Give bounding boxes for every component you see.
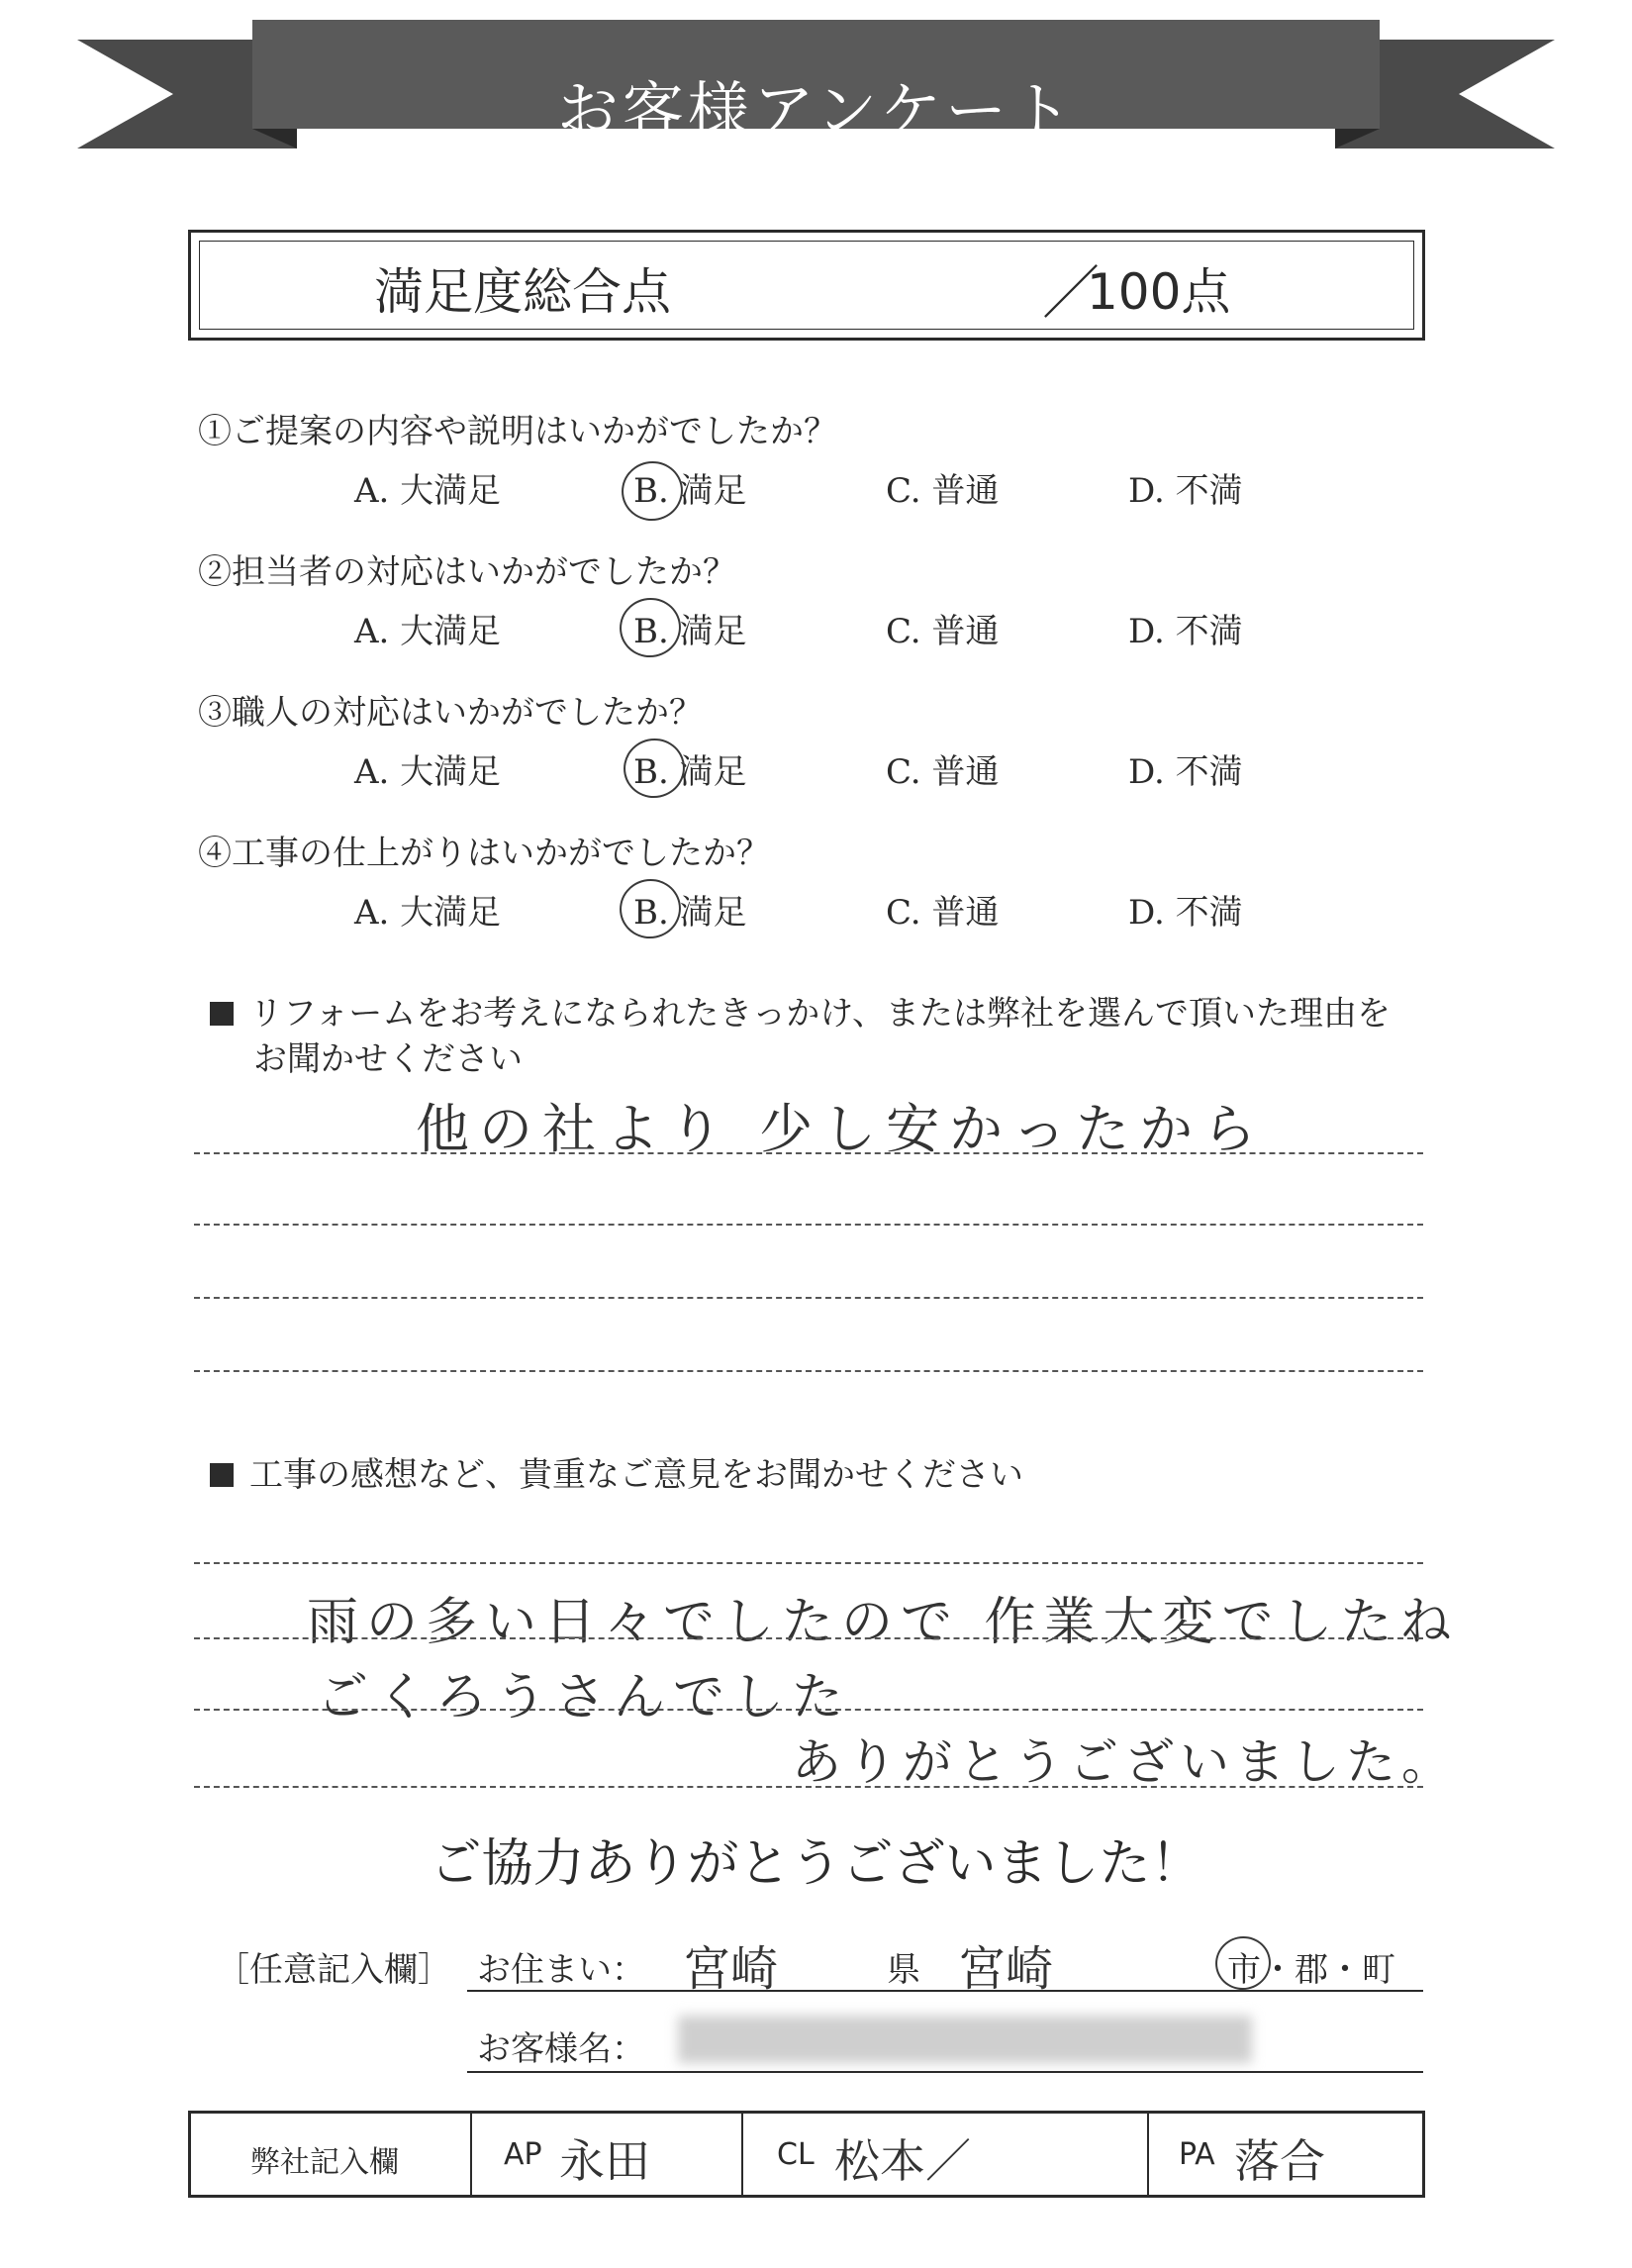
address-city[interactable]: 宮崎 (958, 1941, 1054, 1997)
section-2-header: 工事の感想など、貴重なご意見をお聞かせください (249, 1455, 1023, 1495)
q2-option-a[interactable]: A. 大満足 (354, 612, 502, 651)
q4-option-a[interactable]: A. 大満足 (354, 893, 502, 933)
thanks-message: ご協力ありがとうございました！ (430, 1834, 1202, 1894)
question-1: ①ご提案の内容や説明はいかがでしたか？ (198, 412, 837, 451)
q4-option-b[interactable]: B. 満足 (633, 893, 747, 933)
total-score-box (188, 230, 1425, 341)
q3-option-c[interactable]: C. 普通 (886, 752, 1000, 792)
section-1-header-line1: リフォームをお考えになられたきっかけ、または弊社を選んで頂いた理由を (249, 994, 1391, 1034)
office-label: 弊社記入欄 (250, 2145, 399, 2180)
answer-line (194, 1562, 1423, 1564)
q2-option-c[interactable]: C. 普通 (886, 612, 1000, 651)
section-2-square-icon (210, 1463, 234, 1487)
address-label: お住まい： (477, 1950, 645, 1990)
q2-option-b[interactable]: B. 満足 (633, 612, 747, 651)
ap-label: AP (504, 2137, 542, 2172)
address-city-suffix: 市・郡・町 (1227, 1950, 1395, 1990)
q1-option-a[interactable]: A. 大満足 (354, 471, 502, 511)
page-title: お客様アンケート (556, 74, 1077, 147)
name-underline (467, 2071, 1423, 2073)
address-prefecture[interactable]: 宮崎 (683, 1941, 779, 1997)
answer-line (194, 1152, 1423, 1154)
cl-label: CL (777, 2137, 815, 2172)
q2-selected-circle (614, 592, 686, 663)
q1-option-b[interactable]: B. 満足 (633, 471, 747, 511)
answer-line (194, 1370, 1423, 1372)
q3-option-b[interactable]: B. 満足 (633, 752, 747, 792)
optional-label: ［任意記入欄］ (216, 1950, 451, 1990)
score-label: 満足度総合点 (374, 263, 671, 321)
answer-line (194, 1709, 1423, 1711)
score-max: 100点 (1087, 263, 1231, 321)
answer-line (194, 1297, 1423, 1299)
q4-selected-circle (614, 873, 686, 944)
q3-option-a[interactable]: A. 大満足 (354, 752, 502, 792)
section-1-answer[interactable]: 他の社より 少し安かったから (416, 1098, 1267, 1160)
answer-line (194, 1224, 1423, 1226)
ap-value[interactable]: 永田 (559, 2134, 650, 2188)
name-label: お客様名： (477, 2029, 645, 2069)
address-underline (467, 1990, 1423, 1992)
question-2: ②担当者の対応はいかがでしたか？ (198, 552, 736, 592)
section-2-answer-line3[interactable]: ありがとうございました。 (792, 1733, 1457, 1791)
cl-value[interactable]: 松本／ (834, 2134, 971, 2188)
q4-option-c[interactable]: C. 普通 (886, 893, 1000, 933)
section-2-answer-line2[interactable]: ごくろうさんでした (317, 1668, 852, 1727)
office-use-table (188, 2111, 1425, 2198)
customer-name-redacted (678, 2016, 1252, 2063)
q3-option-d[interactable]: D. 不満 (1128, 752, 1243, 792)
answer-line (194, 1786, 1423, 1788)
section-2-answer-line1[interactable]: 雨の多い日々でしたので 作業大変でしたね (307, 1593, 1460, 1652)
pa-value[interactable]: 落合 (1234, 2134, 1325, 2188)
address-ken-label: 県 (887, 1950, 920, 1990)
q3-selected-circle (618, 733, 690, 804)
pa-label: PA (1179, 2137, 1215, 2172)
q4-option-d[interactable]: D. 不満 (1128, 893, 1243, 933)
q2-option-d[interactable]: D. 不満 (1128, 612, 1243, 651)
answer-line (194, 1637, 1423, 1639)
question-3: ③職人の対応はいかがでしたか？ (198, 693, 703, 733)
section-1-header-line2: お聞かせください (253, 1039, 523, 1079)
section-1-square-icon (210, 1002, 234, 1026)
q1-option-d[interactable]: D. 不満 (1128, 471, 1243, 511)
score-slash: ／ (1042, 259, 1101, 327)
q1-option-c[interactable]: C. 普通 (886, 471, 1000, 511)
question-4: ④工事の仕上がりはいかがでしたか？ (198, 834, 770, 873)
